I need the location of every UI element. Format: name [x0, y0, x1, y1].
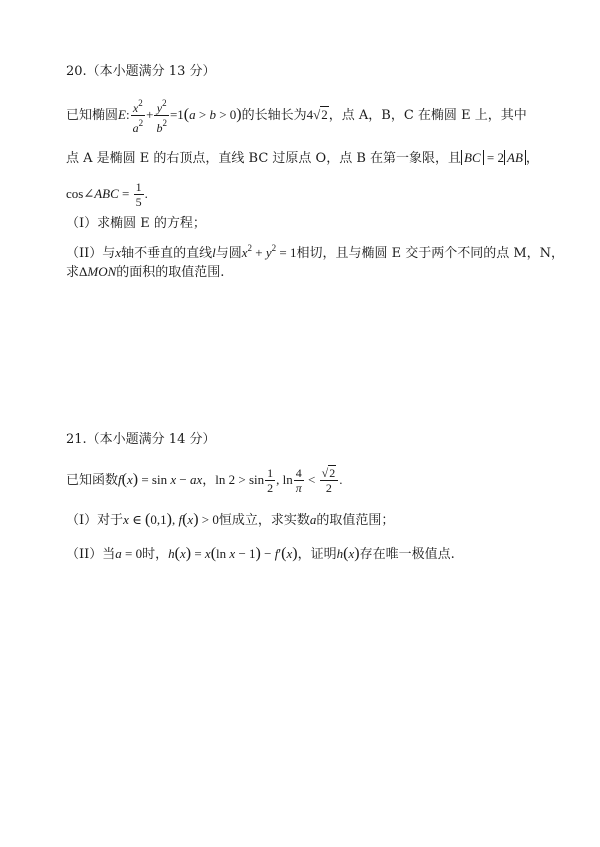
- q20-line1: 已知椭圆E: $\frac{x^2}{a^2}$ + $\frac{y^2}{b^2}$ =1(a > b > 0)的长轴长为4√2，点 A，B，C 在椭圆 E 上，其中: [66, 98, 527, 135]
- q21-p2-pre: （II）当: [66, 547, 116, 562]
- q20-part1: （I）求椭圆 E 的方程；: [66, 216, 206, 231]
- q20-p2-mid3: 相切，且与椭圆 E 交于两个不同的点 M，N，: [296, 246, 565, 261]
- q20-part2-line2: 求ΔMON的面积的取值范围.: [66, 264, 225, 280]
- frac-y2-b2: $\frac{y^2}{b^2}$: [156, 98, 167, 135]
- q21-p1-pre: （I）对于: [66, 513, 124, 528]
- q20-p2l2-pre: 求: [66, 265, 80, 280]
- q20-part2: （II）与x轴不垂直的直线l与圆$x^2 + y^2 = 1$相切，且与椭圆 E 交于两个不同的点 M，N，: [66, 243, 565, 261]
- q21-l1-pre: 已知函数: [66, 473, 119, 488]
- frac-1-5: $\frac{1}{5}$: [135, 180, 142, 209]
- q21-p2-post: ，证明: [297, 547, 337, 562]
- frac-4-pi: $\frac{4}{\pi}$: [295, 466, 302, 495]
- q20-l2-pre: 点 A 是椭圆 E 的右顶点，直线 BC 过原点 O，点 B 在第一象限，且: [66, 151, 462, 166]
- abs-ab: AB: [504, 150, 526, 165]
- q20-p2l2-post: 的面积的取值范围.: [116, 265, 225, 280]
- sqrt-4root2: 4√2: [306, 107, 328, 122]
- q20-l1-mid: 的长轴长为: [241, 108, 307, 123]
- frac-1-2: $\frac{1}{2}$: [267, 466, 274, 495]
- q20-l2-post: ，: [525, 151, 539, 166]
- q21-p2-mid: 时，: [142, 547, 169, 562]
- q20-line2: 点 A 是椭圆 E 的右顶点，直线 BC 过原点 O，点 B 在第一象限，且 BC = 2 AB ，: [66, 150, 539, 166]
- ellipse-name: E: [118, 107, 126, 122]
- q20-line3: cos∠ABC = $\frac{1}{5}$ .: [66, 180, 148, 209]
- q20-p2-pre: （II）与: [66, 246, 116, 261]
- q21-line1: 已知函数f(x) = sin x − ax，ln 2 > sin $\frac{1}{2}$ , ln $\frac{4}{\pi}$ < $\frac{√2}{2}$ .: [66, 466, 343, 495]
- q21-part2: （II）当a = 0时，h(x) = x(ln x − 1) − f′(x)，证明h(x)存在唯一极值点.: [66, 545, 455, 562]
- q21-p1-post: 恒成立，求实数: [218, 513, 310, 528]
- q20-l1-post: ，点 A，B，C 在椭圆 E 上，其中: [328, 108, 527, 123]
- frac-root2-2: $\frac{√2}{2}$: [320, 466, 339, 495]
- q20-header: 20.（本小题满分 13 分）: [66, 64, 216, 79]
- abs-bc: BC: [461, 150, 484, 165]
- q20-l1-pre: 已知椭圆: [66, 108, 119, 123]
- q21-header: 21.（本小题满分 14 分）: [66, 432, 216, 447]
- q20-p2-mid2: 与圆: [215, 246, 242, 261]
- frac-x2-a2: $\frac{x^2}{a^2}$: [132, 98, 144, 135]
- q21-p1-end: 的取值范围；: [316, 513, 395, 528]
- q21-l1-sep: ，: [202, 473, 216, 488]
- q21-part1: （I）对于x ∈ (0,1), f(x) > 0恒成立，求实数a的取值范围；: [66, 511, 395, 528]
- q21-p2-end: 存在唯一极值点.: [359, 547, 455, 562]
- q20-p2-mid1: 轴不垂直的直线: [121, 246, 213, 261]
